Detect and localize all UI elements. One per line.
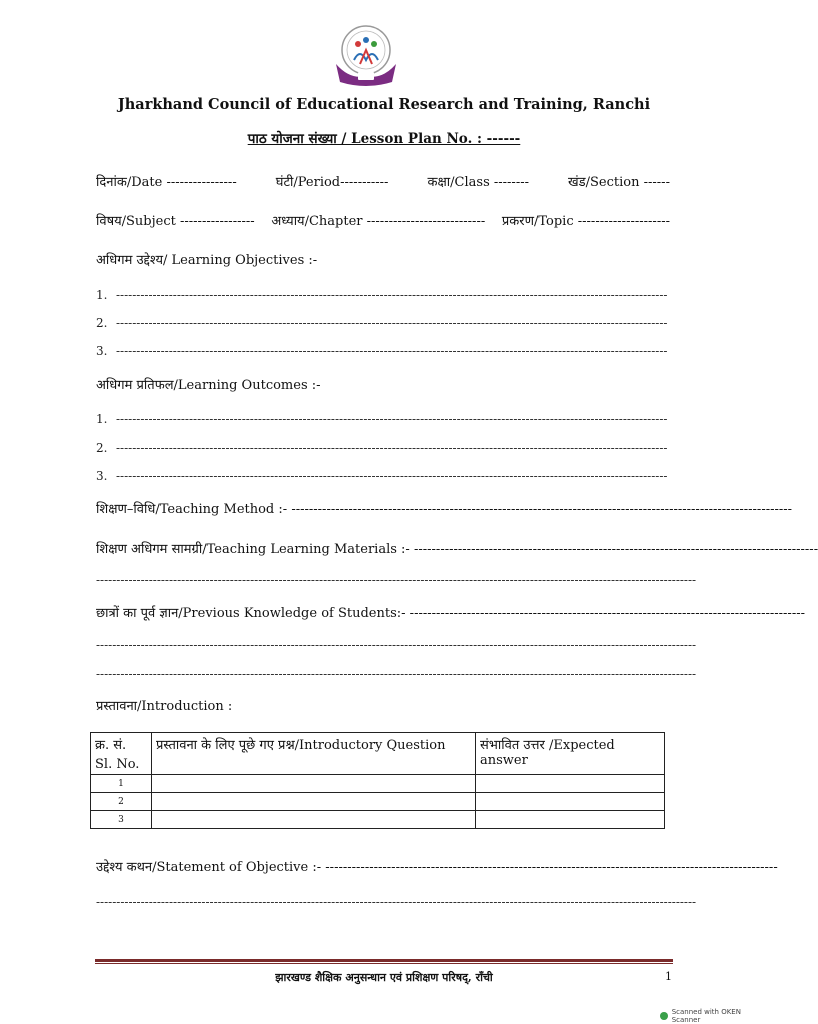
- scanner-watermark: Scanned with OKEN Scanner: [660, 1008, 768, 1024]
- previous-knowledge-line-2[interactable]: ----------------------------------------------------------------------------------------------------------------------------------------------------: [96, 667, 697, 681]
- question-cell[interactable]: [152, 811, 476, 829]
- objective-line-2[interactable]: 2. ----------------------------------------------------------------------------------------------------------------------------------------: [96, 316, 668, 330]
- footer-rule-thin: [95, 963, 673, 964]
- class-field[interactable]: कक्षा/Class --------: [427, 175, 530, 190]
- section-field[interactable]: खंड/Section ------: [568, 175, 670, 190]
- info-row-2: [96, 211, 670, 229]
- chapter-field[interactable]: अध्याय/Chapter ---------------------------: [271, 214, 486, 229]
- teaching-method-field[interactable]: शिक्षण–विधि/Teaching Method :- ------------------------------------------------------------------------------------------------------------------: [96, 502, 793, 517]
- lesson-plan-number: पाठ योजना संख्या / Lesson Plan No. : ------: [247, 131, 521, 147]
- outcome-line-1[interactable]: 1. ----------------------------------------------------------------------------------------------------------------------------------------: [96, 412, 668, 426]
- period-field[interactable]: घंटी/Period-----------: [275, 175, 389, 190]
- question-cell[interactable]: [152, 775, 476, 793]
- previous-knowledge-field[interactable]: छात्रों का पूर्व ज्ञान/Previous Knowledge of Students:- ------------------------------------------------------------------------------------------: [96, 606, 806, 621]
- table-row: [91, 793, 665, 811]
- col-question-header: प्रस्तावना के लिए पूछे गए प्रश्न/Introductory Question: [152, 733, 476, 775]
- col-serial-header: क्र. सं. Sl. No.: [91, 733, 152, 775]
- outcome-line-3[interactable]: 3. ----------------------------------------------------------------------------------------------------------------------------------------: [96, 469, 668, 483]
- outcomes-heading: अधिगम प्रतिफल/Learning Outcomes :-: [96, 378, 321, 393]
- page-number: 1: [665, 970, 672, 983]
- teaching-materials-field[interactable]: शिक्षण अधिगम सामग्री/Teaching Learning Materials :- --------------------------------------------------------------------------------------------: [96, 542, 818, 557]
- outcome-line-2[interactable]: 2. ----------------------------------------------------------------------------------------------------------------------------------------: [96, 441, 668, 455]
- footer-rule: [95, 959, 673, 962]
- objectives-heading: अधिगम उद्देश्य/ Learning Objectives :-: [96, 253, 318, 268]
- jcert-logo: [330, 20, 402, 92]
- topic-field[interactable]: प्रकरण/Topic ---------------------: [501, 214, 670, 229]
- answer-cell[interactable]: [476, 775, 665, 793]
- answer-cell[interactable]: [476, 793, 665, 811]
- council-title: Jharkhand Council of Educational Research and Training, Ranchi: [117, 96, 651, 113]
- scanner-logo-icon: [660, 1012, 668, 1020]
- objective-line-3[interactable]: 3. ----------------------------------------------------------------------------------------------------------------------------------------: [96, 344, 668, 358]
- date-field[interactable]: दिनांक/Date ----------------: [96, 175, 237, 190]
- teaching-materials-line[interactable]: ----------------------------------------------------------------------------------------------------------------------------------------------------: [96, 573, 697, 587]
- table-row: [91, 811, 665, 829]
- objective-line-1[interactable]: 1. ----------------------------------------------------------------------------------------------------------------------------------------: [96, 288, 668, 302]
- answer-cell[interactable]: [476, 811, 665, 829]
- question-cell[interactable]: [152, 793, 476, 811]
- footer-text: झारखण्ड शैक्षिक अनुसन्धान एवं प्रशिक्षण परिषद्, राँची: [275, 971, 493, 984]
- previous-knowledge-line-1[interactable]: ----------------------------------------------------------------------------------------------------------------------------------------------------: [96, 638, 697, 652]
- serial-cell: 1: [91, 775, 152, 793]
- table-row: [91, 775, 665, 793]
- introduction-table: [90, 732, 665, 829]
- subject-field[interactable]: विषय/Subject -----------------: [96, 214, 255, 229]
- serial-cell: 2: [91, 793, 152, 811]
- col-answer-header: संभावित उत्तर /Expected answer: [476, 733, 665, 775]
- info-row-1: [96, 172, 670, 190]
- introduction-heading: प्रस्तावना/Introduction :: [96, 699, 233, 714]
- statement-objective-field[interactable]: उद्देश्य कथन/Statement of Objective :- -------------------------------------------------------------------------------------------------------: [96, 860, 778, 875]
- serial-cell: 3: [91, 811, 152, 829]
- statement-objective-line[interactable]: ----------------------------------------------------------------------------------------------------------------------------------------------------: [96, 895, 697, 909]
